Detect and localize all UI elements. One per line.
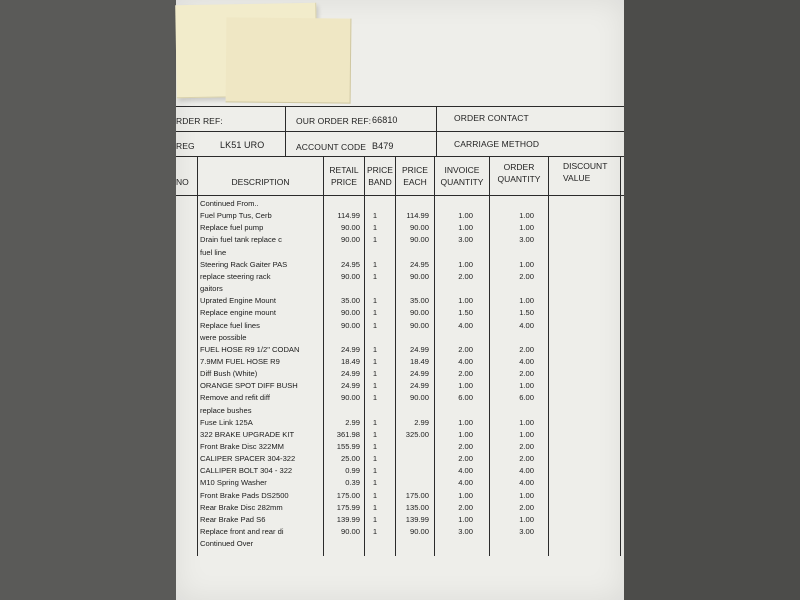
invoice-quantity-cell: 1.00: [458, 417, 473, 427]
col-price-band: [365, 164, 395, 188]
price-each-cell: 24.95: [409, 259, 429, 269]
price-band-cell: 1: [372, 259, 378, 269]
invoice-quantity-cell: 1.50: [458, 308, 473, 318]
price-each-cell: 135.00: [405, 502, 429, 512]
description-cell: Steering Rack Gaiter PAS: [200, 259, 288, 269]
invoice-quantity-cell: 1.00: [458, 490, 473, 500]
price-each-cell: 24.99: [409, 344, 429, 354]
col-order-quantity-line2: QUANTITY: [497, 174, 541, 184]
retail-price-cell: 24.99: [340, 369, 360, 379]
retail-price-cell: 24.99: [340, 344, 360, 354]
price-band-cell: 1: [372, 393, 378, 403]
order-quantity-cell: 6.00: [519, 393, 534, 403]
order-quantity-cell: 1.50: [519, 308, 534, 318]
invoice-quantity-cell: 1.00: [458, 223, 473, 233]
order-quantity-cell: 2.00: [519, 271, 534, 281]
order-quantity-cell: 3.00: [519, 235, 534, 245]
retail-price-cell: 0.39: [345, 478, 360, 488]
retail-price-cell: 25.00: [340, 454, 360, 464]
order-ref-label: RDER REF:: [176, 116, 223, 126]
retail-price-cell: 35.00: [340, 296, 360, 306]
description-cell: Front Brake Disc 322MM: [200, 442, 284, 451]
reg-value: LK51 URO: [220, 140, 265, 150]
col-no: NO: [176, 177, 189, 187]
order-quantity-cell: 2.00: [519, 442, 534, 451]
retail-price-cell: 175.00: [336, 490, 360, 500]
invoice-quantity-cell: 1.00: [458, 514, 473, 524]
retail-price-cell: 361.98: [336, 429, 360, 439]
account-code-value: B479: [372, 141, 394, 151]
retail-price-cell: 114.99: [337, 211, 360, 221]
invoice-quantity-cell: 2.00: [458, 344, 473, 354]
order-quantity-cell: 1.00: [519, 296, 534, 306]
carriage-method-label: CARRIAGE METHOD: [454, 139, 540, 149]
col-discount-value: [549, 160, 620, 184]
header-rule: [176, 106, 624, 107]
order-quantity-cell: 1.00: [519, 211, 534, 221]
col-price-each: [396, 164, 434, 188]
col-price-each-line1: PRICE: [402, 165, 428, 175]
description-cell: replace steering rack: [200, 271, 271, 281]
description-cell: M10 Spring Washer: [200, 478, 267, 488]
price-each-cell: 90.00: [409, 308, 429, 318]
retail-price-cell: 155.99: [336, 442, 360, 451]
order-quantity-cell: 1.00: [519, 417, 534, 427]
invoice-quantity-cell: 2.00: [458, 454, 473, 464]
description-cell: FUEL HOSE R9 1/2" CODAN: [200, 344, 300, 354]
column-divider: [197, 156, 198, 556]
invoice-quantity-cell: 1.00: [458, 381, 473, 391]
column-divider: [548, 156, 549, 556]
col-order-quantity-line1: ORDER: [503, 162, 535, 172]
header-rule: [176, 156, 624, 157]
order-quantity-cell: 2.00: [519, 502, 534, 512]
description-cell: Fuel Pump Tus, Cerb: [200, 211, 272, 221]
order-quantity-cell: 4.00: [519, 466, 534, 476]
our-order-ref-value: 66810: [372, 115, 398, 125]
description-cell: 7.9MM FUEL HOSE R9: [200, 357, 280, 366]
invoice-quantity-cell: 4.00: [458, 357, 473, 366]
price-each-cell: 114.99: [406, 211, 429, 221]
price-band-cell: 1: [372, 454, 378, 464]
description-cell: Replace fuel pump: [200, 223, 264, 233]
order-quantity-cell: 1.00: [519, 514, 534, 524]
price-band-cell: 1: [372, 308, 378, 318]
order-quantity-cell: 1.00: [519, 223, 534, 233]
header-divider: [285, 106, 286, 156]
description-cell: Replace front and rear di: [200, 527, 284, 536]
price-each-cell: 325.00: [405, 429, 429, 439]
col-invoice-quantity-line1: INVOICE: [444, 165, 480, 175]
retail-price-cell: 0.99: [345, 466, 360, 476]
order-quantity-cell: 4.00: [519, 357, 534, 366]
price-band-cell: 1: [372, 514, 378, 524]
invoice-quantity-cell: 2.00: [458, 502, 473, 512]
col-discount-value-line1: DISCOUNT: [563, 161, 608, 171]
invoice-quantity-cell: 4.00: [458, 478, 473, 488]
retail-price-cell: 24.99: [340, 381, 360, 391]
price-band-cell: 1: [372, 271, 378, 281]
description-cell: Front Brake Pads DS2500: [200, 490, 289, 500]
description-cell: gaitors: [200, 284, 223, 294]
retail-price-cell: 90.00: [340, 235, 360, 245]
price-band-cell: 1: [372, 211, 378, 221]
price-band-cell: 1: [372, 527, 378, 536]
price-band-cell: 1: [372, 369, 378, 379]
price-each-cell: 90.00: [409, 320, 429, 330]
order-quantity-cell: 4.00: [519, 320, 534, 330]
invoice-quantity-cell: 1.00: [458, 296, 473, 306]
retail-price-cell: 175.99: [336, 502, 360, 512]
invoice-quantity-cell: 1.00: [458, 259, 473, 269]
retail-price-cell: 2.99: [345, 417, 360, 427]
retail-price-cell: 90.00: [340, 527, 360, 536]
description-cell: Fuse Link 125A: [200, 417, 253, 427]
price-each-cell: 2.99: [414, 417, 429, 427]
col-invoice-quantity: [435, 164, 489, 188]
price-band-cell: 1: [372, 357, 378, 366]
order-quantity-cell: 2.00: [519, 369, 534, 379]
price-band-cell: 1: [372, 235, 378, 245]
price-band-cell: 1: [372, 466, 378, 476]
price-each-cell: 90.00: [409, 271, 429, 281]
tape-strip: [226, 17, 352, 103]
order-quantity-cell: 4.00: [519, 478, 534, 488]
price-band-cell: 1: [372, 478, 378, 488]
price-band-cell: 1: [372, 381, 378, 391]
col-description: DESCRIPTION: [231, 177, 290, 187]
invoice-quantity-cell: 3.00: [458, 527, 473, 536]
order-quantity-cell: 1.00: [519, 381, 534, 391]
order-quantity-cell: 2.00: [519, 454, 534, 464]
invoice-quantity-cell: 1.00: [458, 429, 473, 439]
description-cell: ORANGE SPOT DIFF BUSH: [200, 381, 298, 391]
price-each-cell: 90.00: [409, 235, 429, 245]
retail-price-cell: 18.49: [340, 357, 360, 366]
our-order-ref-label: OUR ORDER REF:: [296, 116, 372, 126]
retail-price-cell: 90.00: [340, 308, 360, 318]
description-cell: Rear Brake Pad S6: [200, 514, 266, 524]
price-each-cell: 90.00: [409, 223, 429, 233]
price-band-cell: 1: [372, 223, 378, 233]
col-price-each-line2: EACH: [403, 177, 427, 187]
price-each-cell: 139.99: [405, 514, 429, 524]
description-cell: Drain fuel tank replace c: [200, 235, 282, 245]
description-cell: CALLIPER BOLT 304 - 322: [200, 466, 293, 476]
price-each-cell: 35.00: [409, 296, 429, 306]
description-cell: Replace fuel lines: [200, 320, 260, 330]
price-band-cell: 1: [372, 502, 378, 512]
description-cell: fuel line: [200, 247, 227, 257]
col-discount-value-line2: VALUE: [563, 173, 591, 183]
description-cell: Remove and refit diff: [200, 393, 270, 403]
price-band-cell: 1: [372, 417, 378, 427]
col-invoice-quantity-line2: QUANTITY: [440, 177, 484, 187]
price-band-cell: 1: [372, 490, 378, 500]
price-band-cell: 1: [372, 344, 378, 354]
price-each-cell: 24.99: [409, 369, 429, 379]
price-each-cell: 90.00: [409, 393, 429, 403]
description-cell: 322 BRAKE UPGRADE KIT: [200, 429, 295, 439]
col-price-band-line2: BAND: [368, 177, 392, 187]
invoice-quantity-cell: 1.00: [458, 211, 473, 221]
invoice-quantity-cell: 2.00: [458, 442, 473, 451]
invoice-quantity-cell: 4.00: [458, 320, 473, 330]
retail-price-cell: 90.00: [340, 393, 360, 403]
invoice-quantity-cell: 4.00: [458, 466, 473, 476]
column-divider: [620, 156, 621, 556]
background-surface: [624, 0, 800, 600]
header-divider: [436, 106, 437, 156]
price-each-cell: 18.49: [409, 357, 429, 366]
description-cell: Rear Brake Disc 282mm: [200, 502, 283, 512]
invoice-quantity-cell: 2.00: [458, 369, 473, 379]
retail-price-cell: 24.95: [340, 259, 360, 269]
invoice-quantity-cell: 6.00: [458, 393, 473, 403]
col-retail-price: [324, 164, 364, 188]
description-cell: Diff Bush (White): [200, 369, 258, 379]
retail-price-cell: 90.00: [340, 271, 360, 281]
invoice-quantity-cell: 3.00: [458, 235, 473, 245]
description-cell: Continued Over: [200, 539, 254, 549]
price-band-cell: 1: [372, 442, 378, 451]
price-band-cell: 1: [372, 320, 378, 330]
col-retail-price-line2: PRICE: [331, 177, 357, 187]
order-quantity-cell: 1.00: [519, 490, 534, 500]
col-retail-price-line1: RETAIL: [329, 165, 359, 175]
price-each-cell: 24.99: [409, 381, 429, 391]
retail-price-cell: 90.00: [340, 320, 360, 330]
order-quantity-cell: 3.00: [519, 527, 534, 536]
description-cell: were possible: [200, 332, 247, 342]
price-each-cell: 90.00: [409, 527, 429, 536]
col-order-quantity: [490, 161, 548, 185]
description-cell: CALIPER SPACER 304-322: [200, 454, 296, 464]
table-header-rule: [176, 195, 624, 196]
description-cell: Uprated Engine Mount: [200, 296, 276, 306]
order-quantity-cell: 1.00: [519, 429, 534, 439]
retail-price-cell: 139.99: [336, 514, 360, 524]
reg-label: REG: [176, 141, 195, 151]
retail-price-cell: 90.00: [340, 223, 360, 233]
description-cell: Replace engine mount: [200, 308, 276, 318]
price-band-cell: 1: [372, 429, 378, 439]
price-each-cell: 175.00: [405, 490, 429, 500]
invoice-quantity-cell: 2.00: [458, 271, 473, 281]
order-quantity-cell: 2.00: [519, 344, 534, 354]
price-band-cell: 1: [372, 296, 378, 306]
description-cell: Continued From..: [200, 199, 259, 208]
order-contact-label: ORDER CONTACT: [454, 113, 529, 123]
order-quantity-cell: 1.00: [519, 259, 534, 269]
col-price-band-line1: PRICE: [367, 165, 393, 175]
description-cell: replace bushes: [200, 405, 252, 415]
header-rule: [176, 131, 624, 132]
account-code-label: ACCOUNT CODE: [296, 142, 366, 152]
